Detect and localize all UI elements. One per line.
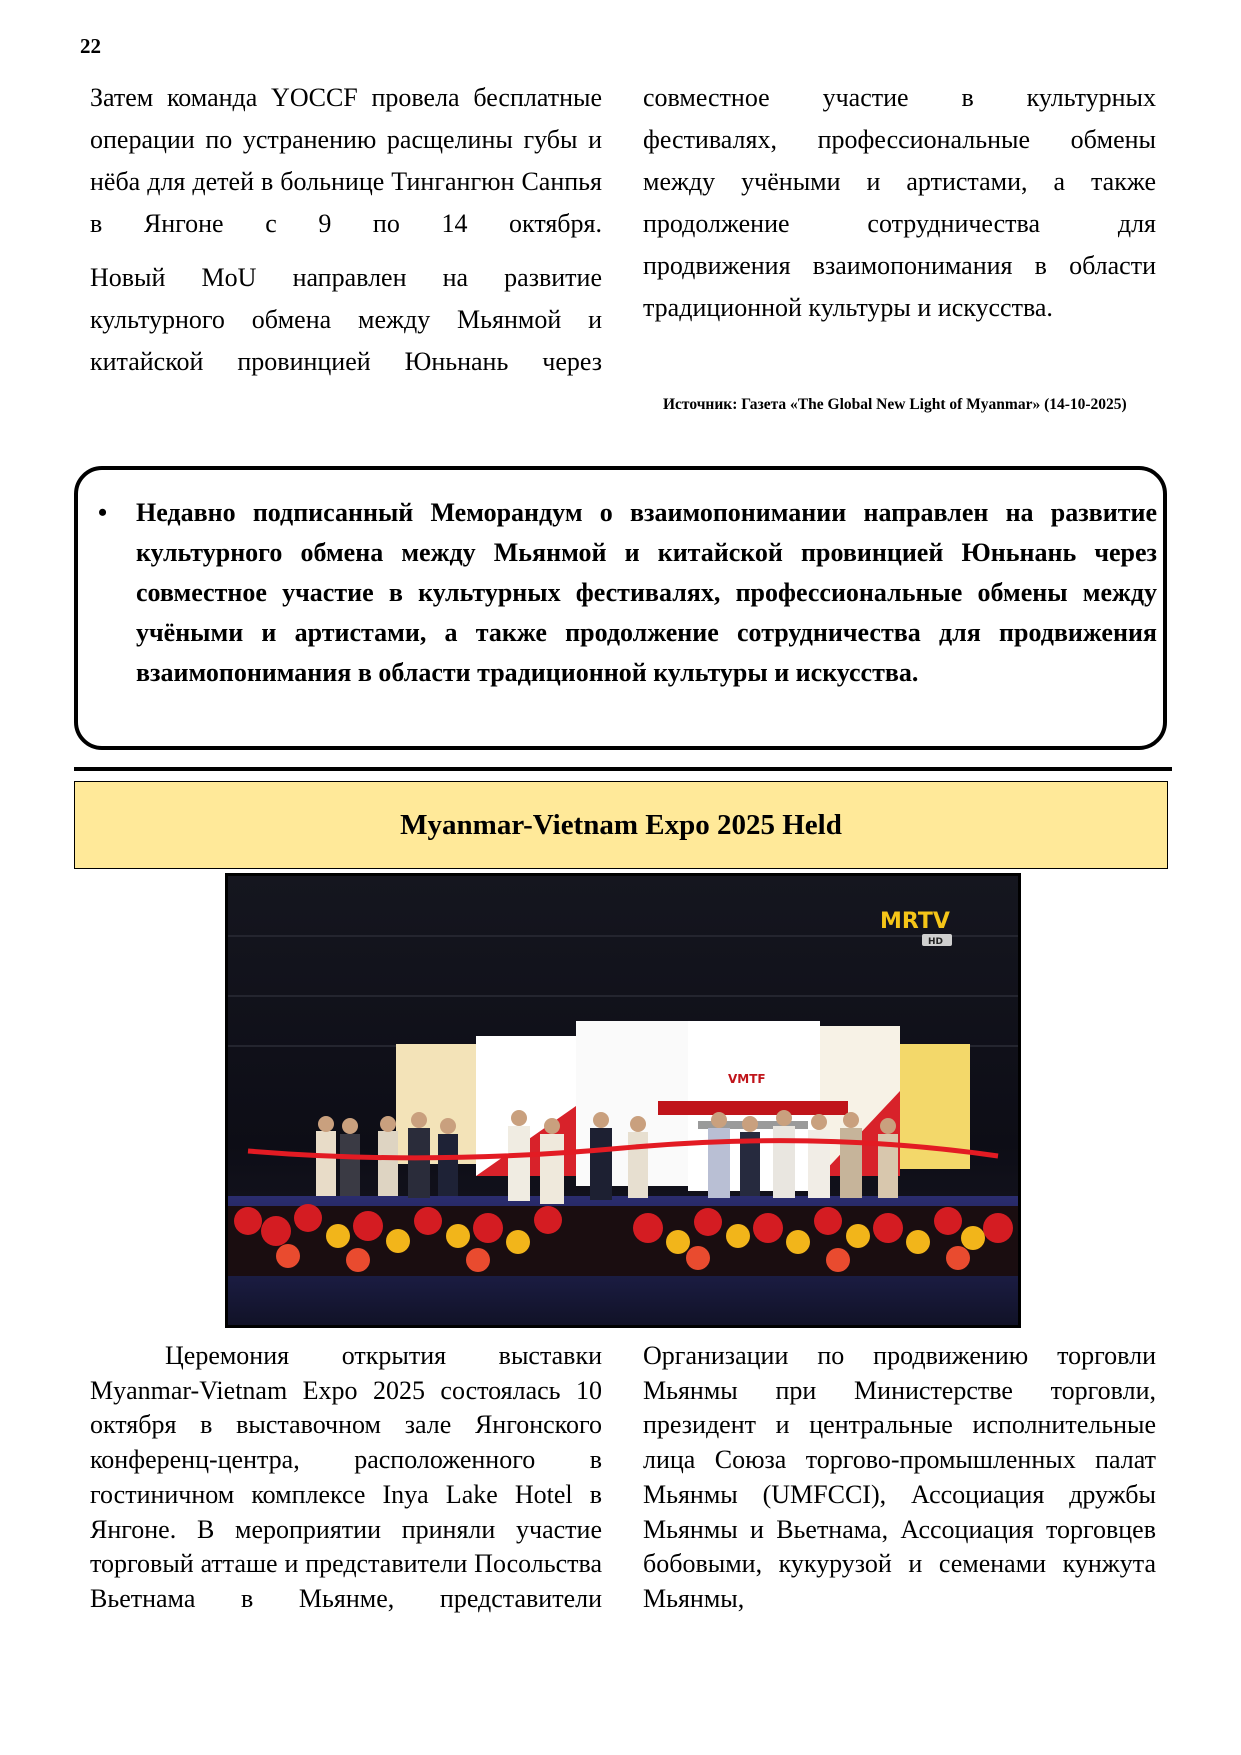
article-top-right-column — [643, 77, 1156, 341]
mrtv-logo: MRTV — [880, 909, 950, 934]
ceremony-illustration — [228, 876, 1018, 1325]
paragraph-expo-participants: Организации по продвижению торговли Мьянмы при Министерстве торговли, президент и центральные исполнительные лица Союза торгово-промышленных палат Мьянмы (UMFCCI), Ассоциация дружбы Мьянмы и Вьетнама, Ассоциация торговцев бобовыми, кукурузой и семенами кунжута Мьянмы, — [643, 1341, 1156, 1613]
expo-headline-box — [74, 781, 1168, 869]
callout-text: Недавно подписанный Меморандум о взаимопонимании направлен на развитие культурного обмена между Мьянмой и китайской провинцией Юньнань через совместное участие в культурных фестивалях, профессиональные обмены между учёными и артистами, а также продолжение сотрудничества для продвижения взаимопонимания в области традиционной культуры и искусства. — [136, 498, 1157, 687]
section-divider — [74, 767, 1172, 771]
article-expo-left-column — [90, 1339, 602, 1617]
flower-arrangements — [228, 1204, 1018, 1276]
paragraph-mou-start: Новый MoU направлен на развитие культурного обмена между Мьянмой и китайской провинцией Юньнань через — [90, 263, 602, 376]
callout-item — [98, 493, 1157, 693]
expo-ceremony-photo — [225, 873, 1021, 1328]
source-citation: Источник: Газета «The Global New Light of Myanmar» (14-10-2025) — [663, 396, 1127, 413]
hd-badge-label: HD — [928, 937, 944, 947]
paragraph-mou-continued: совместное участие в культурных фестивалях, профессиональные обмены между учёными и артистами, а также продолжение сотрудничества для продвижения взаимопонимания в области традиционной культуры и искусства. — [643, 83, 1156, 322]
bullet-icon: • — [98, 498, 108, 527]
article-top-left-column — [90, 77, 602, 395]
article-expo-right-column — [643, 1339, 1156, 1617]
vmtf-logo: VMTF — [728, 1072, 766, 1086]
page-number: 22 — [80, 34, 101, 58]
paragraph-surgery: Затем команда YOCCF провела бесплатные операции по устранению расщелины губы и нёба для детей в больнице Тингангюн Санпья в Янгоне с 9 по 14 октября. — [90, 83, 602, 238]
paragraph-expo-opening: Церемония открытия выставки Myanmar-Vietnam Expo 2025 состоялась 10 октября в выставочном зале Янгонского конференц-центра, расположенного в гостиничном комплексе Inya Lake Hotel в Янгоне. В мероприятии приняли участие торговый атташе и представители Посольства Вьетнама в Мьянме, представители — [90, 1341, 602, 1613]
summary-callout-box — [74, 466, 1167, 750]
expo-headline: Myanmar-Vietnam Expo 2025 Held — [400, 808, 842, 841]
